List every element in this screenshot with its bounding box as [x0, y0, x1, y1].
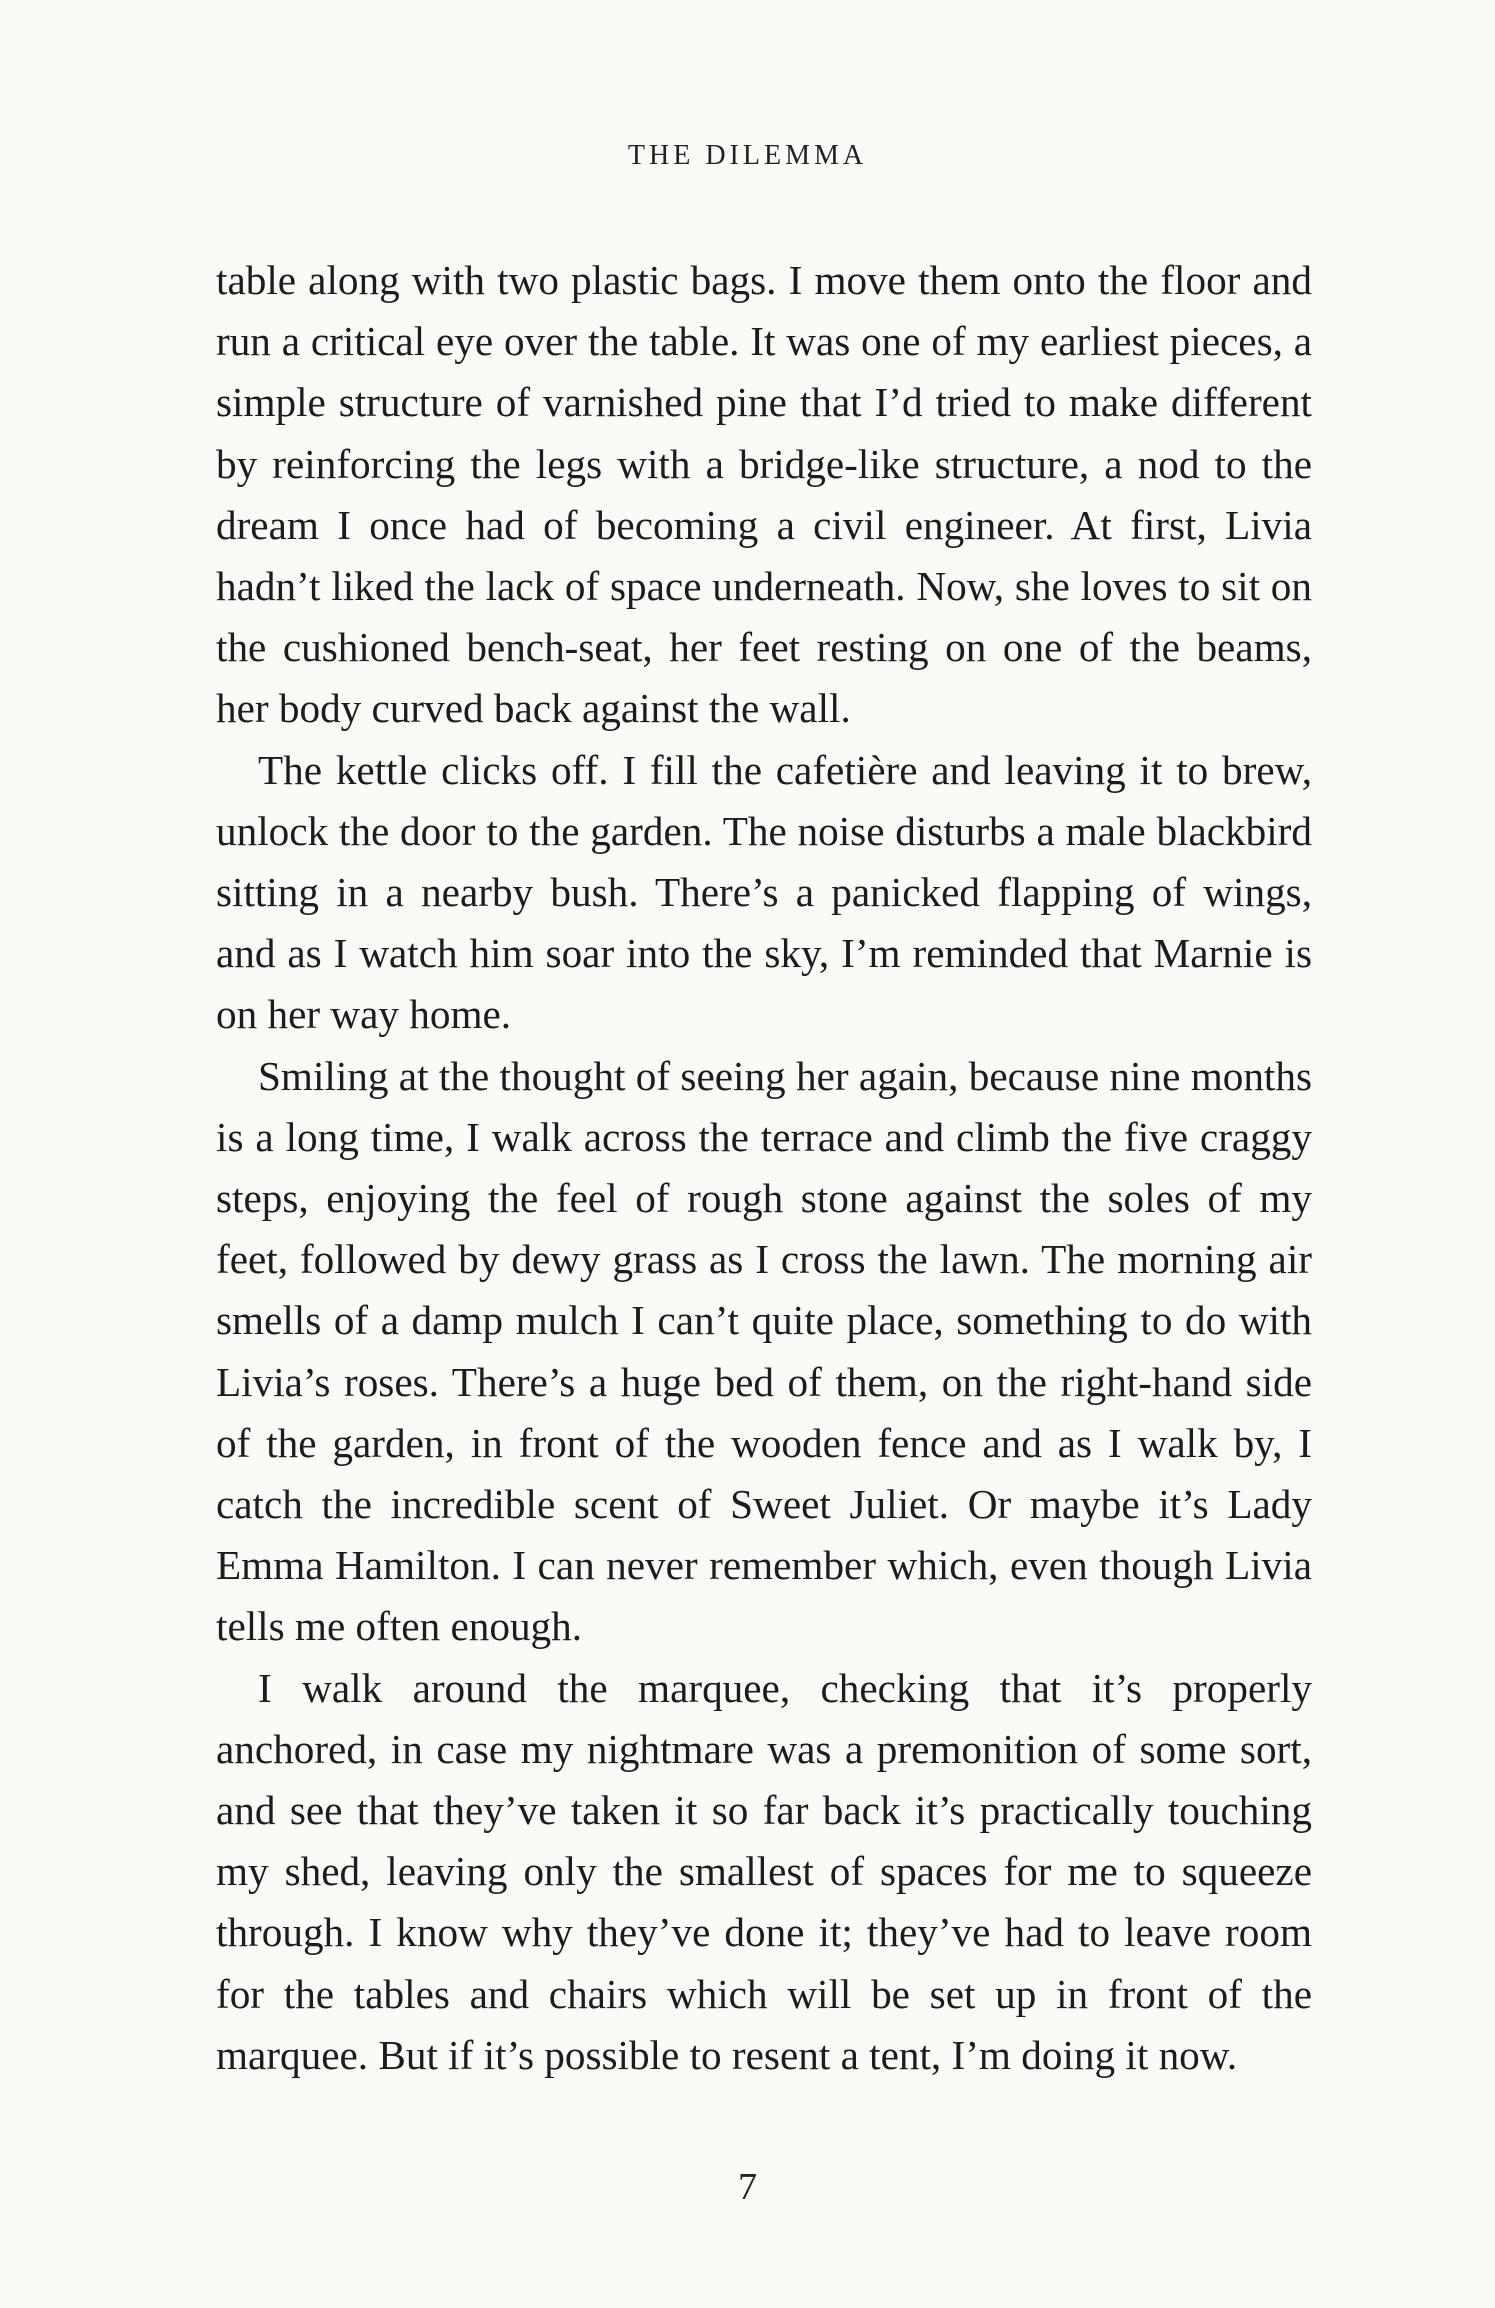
body-text: [216, 250, 1312, 2086]
running-head: THE DILEMMA: [627, 140, 868, 171]
paragraph-2: The kettle clicks off. I fill the cafetière and leaving it to brew, unlock the door to the garden. The noise disturbs a male blackbird sitting in a nearby bush. There’s a panicked flapping of wings, and as I watch him soar into the sky, I’m reminded that Marnie is on her way home.: [216, 746, 1312, 1038]
paragraph-3: Smiling at the thought of seeing her again, because nine months is a long time, I walk across the terrace and climb the five craggy steps, enjoying the feel of rough stone against the soles of my feet, followed by dewy grass as I cross the lawn. The morning air smells of a damp mulch I can’t quite place, something to do with Livia’s roses. There’s a huge bed of them, on the right-hand side of the garden, in front of the wooden fence and as I walk by, I catch the incredible scent of Sweet Juliet. Or maybe it’s Lady Emma Hamilton. I can never remember which, even though Livia tells me often enough.: [216, 1052, 1312, 1650]
paragraph-1: table along with two plastic bags. I move them onto the floor and run a critical eye over the table. It was one of my earliest pieces, a simple structure of varnished pine that I’d tried to make different by reinforcing the legs with a bridge-like structure, a nod to the dream I once had of becoming a civil engineer. At first, Livia hadn’t liked the lack of space underneath. Now, she loves to sit on the cushioned bench-seat, her feet resting on one of the beams, her body curved back against the wall.: [216, 257, 1312, 732]
paragraph-4: I walk around the marquee, checking that it’s properly anchored, in case my nightmare was a premonition of some sort, and see that they’ve taken it so far back it’s practically touching my shed, leaving only the smallest of spaces for me to squeeze through. I know why they’ve done it; they’ve had to leave room for the tables and chairs which will be set up in front of the marquee. But if it’s possible to resent a tent, I’m doing it now.: [216, 1664, 1312, 2078]
page-number: 7: [738, 2166, 757, 2208]
